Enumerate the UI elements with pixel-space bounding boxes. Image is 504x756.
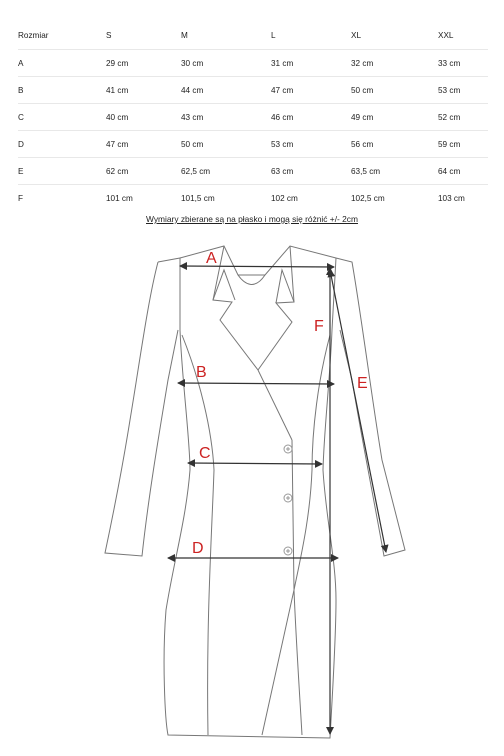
table-cell: 49 cm	[351, 104, 438, 131]
table-cell: 63,5 cm	[351, 158, 438, 185]
label-b: B	[196, 364, 207, 381]
table-cell: 33 cm	[438, 50, 488, 77]
table-cell: 103 cm	[438, 193, 465, 203]
table-cell: 53 cm	[271, 131, 351, 158]
table-cell: 62 cm	[106, 158, 181, 185]
table-header-row	[18, 22, 488, 50]
header-cell: Rozmiar	[18, 22, 106, 50]
table-row	[18, 104, 488, 131]
table-cell: 31 cm	[271, 50, 351, 77]
table-cell: 63 cm	[271, 158, 351, 185]
table-cell: 29 cm	[106, 50, 181, 77]
table-cell: F	[18, 193, 24, 203]
label-d: D	[192, 540, 204, 557]
table-cell: 101,5 cm	[181, 193, 215, 203]
header-cell: XL	[351, 22, 438, 50]
header-cell: L	[271, 22, 351, 50]
table-cell: 56 cm	[351, 131, 438, 158]
garment-outline	[105, 246, 405, 738]
table-row	[18, 77, 488, 104]
size-table	[18, 22, 488, 211]
table-cell: 50 cm	[181, 131, 271, 158]
measurement-note: Wymiary zbierane są na płasko i mogą się różnić +/- 2cm	[146, 214, 358, 224]
label-e: E	[357, 375, 368, 392]
arrow-c	[188, 463, 322, 464]
table-cell: A	[18, 50, 106, 77]
table-cell: 40 cm	[106, 104, 181, 131]
table-cell: C	[18, 104, 106, 131]
buttons	[284, 445, 292, 555]
label-a: A	[206, 250, 217, 267]
table-cell: 53 cm	[438, 77, 488, 104]
label-f: F	[314, 318, 324, 335]
table-cell: E	[18, 158, 106, 185]
table-row	[18, 50, 488, 77]
table-cell: 62,5 cm	[181, 158, 271, 185]
table-cell: 43 cm	[181, 104, 271, 131]
header-cell: S	[106, 22, 181, 50]
table-cell: 50 cm	[351, 77, 438, 104]
coat-dress-diagram	[0, 240, 504, 756]
measurement-arrows	[168, 266, 386, 734]
arrow-b	[178, 383, 334, 384]
arrow-a	[180, 266, 334, 267]
label-c: C	[199, 445, 211, 462]
table-cell: B	[18, 77, 106, 104]
arrow-e	[330, 270, 386, 552]
table-row	[18, 185, 488, 212]
table-cell: 44 cm	[181, 77, 271, 104]
table-row	[18, 131, 488, 158]
header-cell: XXL	[438, 22, 488, 50]
table-row	[18, 158, 488, 185]
header-cell: M	[181, 22, 271, 50]
table-cell: 102 cm	[271, 193, 298, 203]
table-cell: 32 cm	[351, 50, 438, 77]
table-cell: 30 cm	[181, 50, 271, 77]
table-cell: 47 cm	[271, 77, 351, 104]
table-cell: 52 cm	[438, 104, 488, 131]
table-cell: 46 cm	[271, 104, 351, 131]
table-cell: 59 cm	[438, 131, 488, 158]
table-cell: 64 cm	[438, 158, 488, 185]
table-cell: 102,5 cm	[351, 193, 385, 203]
table-cell: D	[18, 131, 106, 158]
table-cell: 41 cm	[106, 77, 181, 104]
table-cell: 101 cm	[106, 193, 133, 203]
table-cell: 47 cm	[106, 131, 181, 158]
measurement-labels	[192, 250, 368, 557]
